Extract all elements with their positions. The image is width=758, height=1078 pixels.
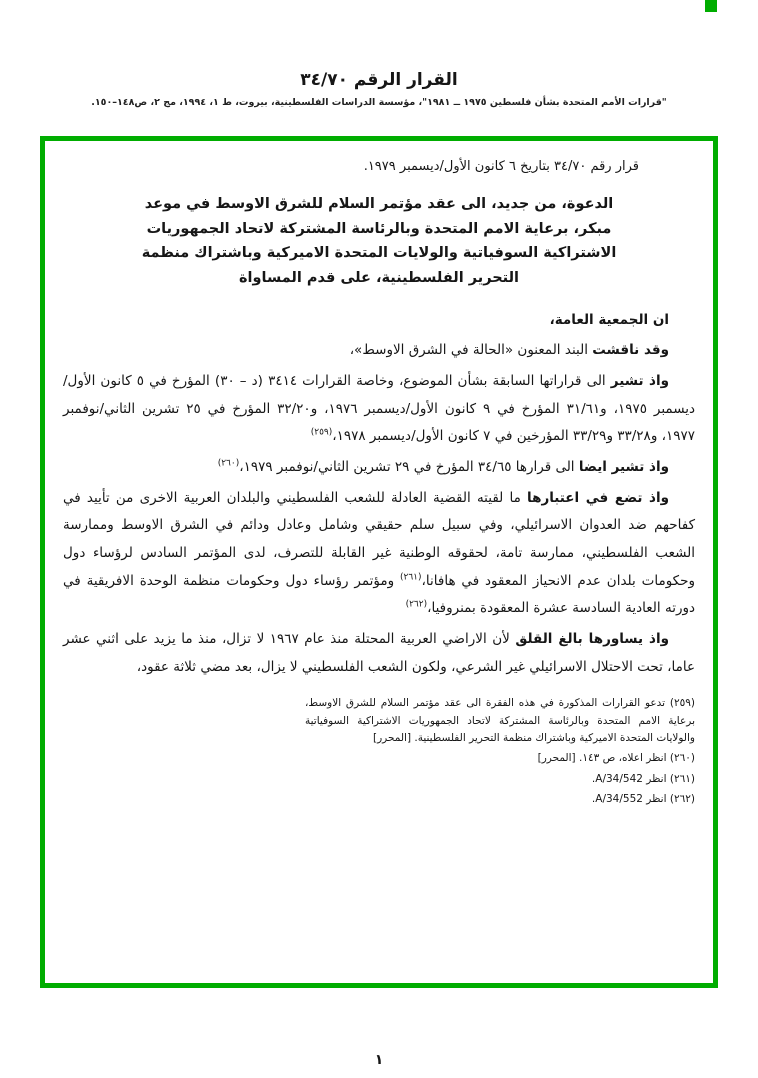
resolution-number-line: قرار رقم ٣٤/٧٠ بتاريخ ٦ كانون الأول/ديسمبر ١٩٧٩. <box>363 159 639 174</box>
footnotes-block <box>305 695 695 808</box>
resolution-paragraph <box>63 307 695 335</box>
document-title: القرار الرقم ٣٤/٧٠ <box>300 70 458 90</box>
paragraph-lead: واذ تضع في اعتبارها <box>527 489 669 506</box>
footnote-ref: (٢٥٩) <box>310 427 333 438</box>
source-citation: "قرارات الأمم المتحدة بشأن فلسطين ١٩٧٥ ــ ١٩٨١"، مؤسسة الدراسات الفلسطينية، بيروت، ط ١، ١٩٩٤، مج ٢، ص١٤٨–١٥٠. <box>91 97 667 108</box>
paragraph-lead: وقد ناقشت <box>592 342 669 359</box>
resolution-heading: الدعوة، من جديد، الى عقد مؤتمر السلام للشرق الاوسط في موعد مبكر، برعاية الامم المتحدة وبالرئاسة المشتركة لاتحاد الجمهوريات الاشتراكية السوفياتية والولايات المتحدة الاميركية وباشتراك منظمة التحرير الفلسطينية، على قدم المساواة <box>141 196 617 286</box>
footnote: (٢٦١) انظر A/34/542. <box>591 772 695 785</box>
page-number: ١ <box>374 1052 384 1068</box>
footnote: (٢٦٢) انظر A/34/552. <box>591 792 695 805</box>
resolution-paragraph: واذ يساورها بالغ القلق لأن الاراضي العربية المحتلة منذ عام ١٩٦٧ لا تزال، منذ ما يزيد على اثني عشر عاما، تحت الاحتلال الاسرائيلي غير الشرعي، ولكون الشعب الفلسطيني لا يزال، بعد مضي ثلاثة عقود، <box>63 630 695 675</box>
footnote-ref: (٢٦٠) <box>217 458 240 469</box>
resolution-paragraph: واذ تضع في اعتبارها ما لقيته القضية العادلة للشعب الفلسطيني والبلدان العربية الاخرى من تأييد في كفاحهم ضد العدوان الاسرائيلي، وفي سبيل سلم حقيقي وشامل وعادل ودائم في الشرق الاوسط وممارسة الشعب الفلسطيني، ممارسة تامة، لحقوقه الوطنية غير القابلة للتصرف، لدى المؤتمر السادس لرؤساء دول وحكومات بلدان عدم الانحياز المعقود في هافانا،$^{(٢٦١)}$ ومؤتمر رؤساء دول وحكومات منظمة الوحدة الافريقية في دورته العادية السادسة عشرة المعقودة بمنروفيا،$^{(٢٦٢)}$ <box>63 489 695 617</box>
resolution-paragraph: وقد ناقشت البند المعنون «الحالة في الشرق الاوسط»، <box>349 342 669 359</box>
paragraph-lead: واذ يساورها بالغ القلق <box>515 630 669 647</box>
paragraph-lead: واذ تشير ايضا <box>578 458 669 475</box>
resolution-paragraph: واذ تشير ايضا الى قرارها ٣٤/٦٥ المؤرخ في ٢٩ تشرين الثاني/نوفمبر ١٩٧٩،$^{(٢٦٠)}$ <box>217 458 669 475</box>
footnote: (٢٥٩) تدعو القرارات المذكورة في هذه الفقرة الى عقد مؤتمر السلام للشرق الاوسط، برعاية الامم المتحدة وبالرئاسة المشتركة لاتحاد الجمهوريات الاشتراكية السوفياتية والولايات المتحدة الاميركية وباشتراك منظمة التحرير الفلسطينية. [المحرر] <box>305 697 695 744</box>
paragraph-lead: واذ تشير <box>610 372 669 389</box>
footnote-ref: (٢٦١) <box>399 572 422 583</box>
footnote: (٢٦٠) انظر اعلاه، ص ١٤٣. [المحرر] <box>537 752 695 765</box>
footnote-ref: (٢٦٢) <box>405 599 428 610</box>
resolution-body <box>63 307 695 682</box>
scan-artifact <box>705 0 717 12</box>
paragraph-lead: ان الجمعية العامة، <box>549 311 669 328</box>
resolution-paragraph: واذ تشير الى قراراتها السابقة بشأن الموضوع، وخاصة القرارات ٣٤١٤ (د – ٣٠) المؤرخ في ٥ كانون الأول/ديسمبر ١٩٧٥، و٣١/٦١ المؤرخ في ٩ كانون الأول/ديسمبر ١٩٧٦، و٣٢/٢٠ المؤرخ في ٢٥ تشرين الثاني/نوفمبر ١٩٧٧، و٣٣/٢٨ و٣٣/٢٩ المؤرخين في ٧ كانون الأول/ديسمبر ١٩٧٨،$^{(٢٥٩)}$ <box>63 372 696 445</box>
resolution-frame <box>40 136 718 988</box>
